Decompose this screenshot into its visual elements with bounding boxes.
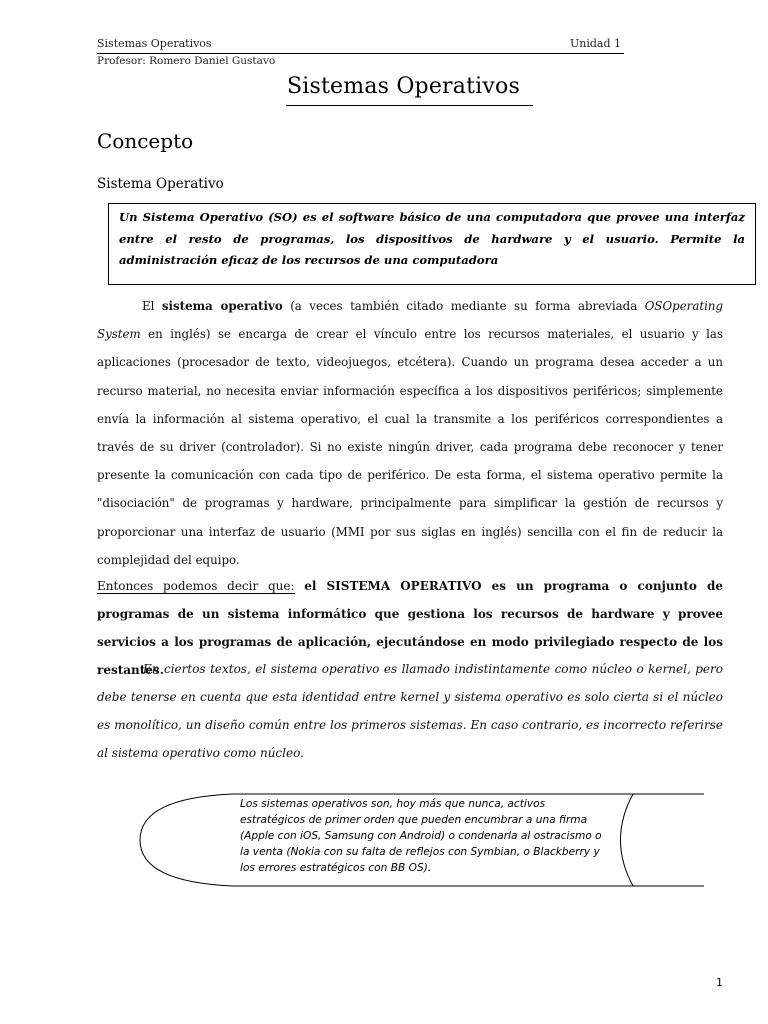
definition-text: Un Sistema Operativo (SO) es el software básico de una computadora que provee una interfaz entre el resto de programas, los dispositivos de hardware y el usuario. Permite la administración eficaz de los recursos de una computadora	[119, 210, 745, 267]
paragraph-1-lead: El	[142, 299, 155, 313]
paragraph-1-text-a: (a veces también citado mediante su forma abreviada	[290, 299, 638, 313]
page-title: Sistemas Operativos	[287, 74, 520, 99]
title-underline	[286, 105, 533, 106]
header-professor: Profesor: Romero Daniel Gustavo	[97, 55, 276, 67]
subsection-heading: Sistema Operativo	[97, 176, 224, 192]
paragraph-3-text: En ciertos textos, el sistema operativo es llamado indistintamente como núcleo o kernel, pero debe tenerse en cuenta que esta identidad entre kernel y sistema operativo es solo cierta si el núcleo es monolítico, un diseño común entre los primeros sistemas. En caso contrario, es incorrecto referirse al sistema operativo como núcleo.	[97, 662, 723, 760]
callout-text: Los sistemas operativos son, hoy más que nunca, activos estratégicos de primer orden que pueden encumbrar a una firma (Apple con iOS, Samsung con Android) o condenarla al ostracismo o la venta (Nokia con su falta de reflejos con Symbian, o Blackberry y los errores estratégicos con BB OS).	[240, 798, 602, 874]
header-divider	[97, 53, 624, 54]
section-heading: Concepto	[97, 129, 194, 153]
paragraph-1-term: sistema operativo	[161, 299, 283, 313]
header-course-name: Sistemas Operativos	[97, 37, 212, 50]
paragraph-2-strong: el SISTEMA OPERATIVO es un programa o conjunto de programas de un sistema informático que gestiona los recursos de hardware y provee servicios a los programas de aplicación, ejecutándose en modo privilegiado respecto de los restantes.	[97, 579, 723, 677]
definition-box	[108, 203, 756, 285]
paragraph-3	[97, 655, 723, 767]
paragraph-1	[97, 292, 723, 574]
paragraph-1-abbr: OSOperating System	[97, 299, 724, 342]
paragraph-2-lead: Entonces podemos decir que:	[97, 579, 295, 593]
page-number: 1	[716, 976, 723, 989]
paragraph-1-text-b: en inglés) se encarga de crear el vínculo entre los recursos materiales, el usuario y las aplicaciones (procesador de texto, videojuegos, etcétera). Cuando un programa desea acceder a un recurso material, no necesita enviar información específica a los dispositivos periféricos; simplemente envía la información al sistema operativo, el cual la transmite a los periféricos correspondientes a través de su driver (controlador). Si no existe ningún driver, cada programa debe reconocer y tener presente la comunicación con cada tipo de periférico. De esta forma, el sistema operativo permite la "disociación" de programas y hardware, principalmente para simplificar la gestión de recursos y proporcionar una interfaz de usuario (MMI por sus siglas en inglés) sencilla con el fin de reducir la complejidad del equipo.	[97, 327, 724, 567]
header-unit: Unidad 1	[570, 37, 622, 50]
